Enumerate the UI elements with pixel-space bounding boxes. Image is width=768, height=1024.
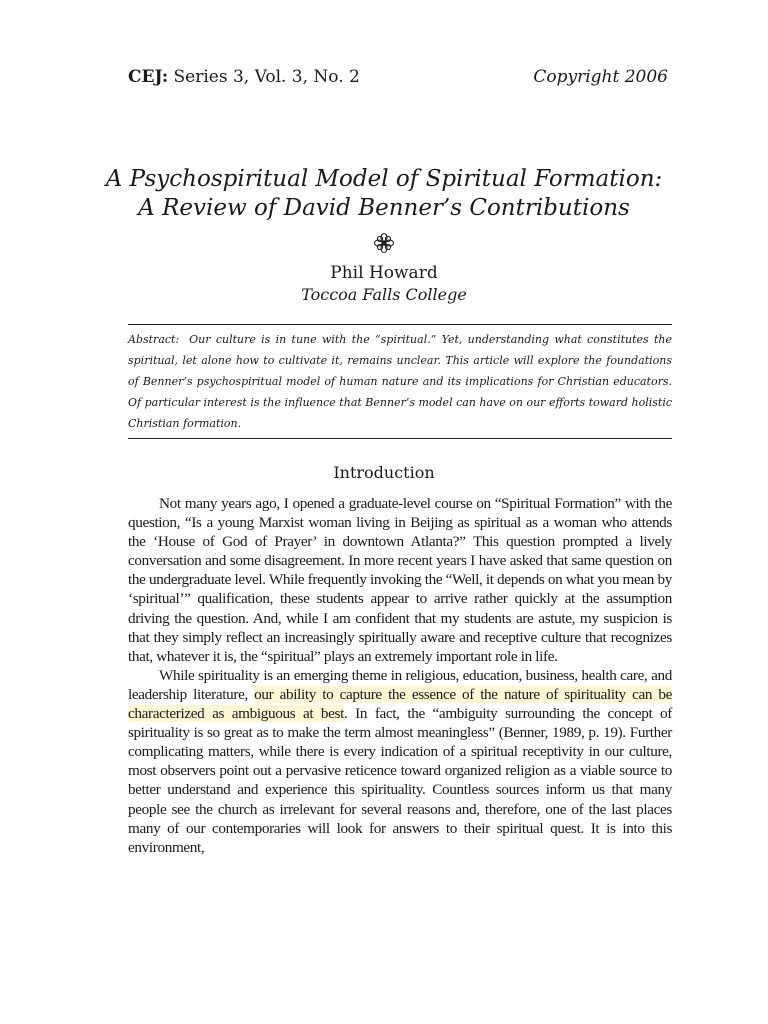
- abstract-label: Abstract:: [128, 333, 180, 346]
- floral-ornament-svg: [373, 232, 395, 254]
- paragraph-2-start: While spirituality is an emerging theme in religious, education, business, health care, and leadership literature,: [128, 666, 672, 703]
- article-title: A Psychospiritual Model of Spiritual Formation: A Review of David Benner’s Contributions: [105, 166, 663, 221]
- author-name: Phil Howard: [330, 263, 438, 283]
- series-volume: Series 3, Vol. 3, No. 2: [173, 67, 360, 87]
- journal-citation: [128, 66, 360, 88]
- floral-ornament-icon: [0, 232, 768, 254]
- abstract-box: [128, 324, 672, 439]
- paragraph-2: [128, 666, 672, 857]
- paragraph-2-end: . In fact, the “ambiguity surrounding the concept of spirituality is so great as to make the term almost meaningless” (Benner, 1989, p. 19). Further complicating matters, while there is every indication of a spiritual receptivity in our culture, most observers point out a pervasive reticence toward organized religion as a viable source to better understand and experience this spirituality. Countless sources inform us that many people see the church as irrelevant for several reasons and, therefore, one of the last places many of our contemporaries will look for answers to their spiritual quest. It is into this environment,: [128, 705, 672, 856]
- section-heading: Introduction: [333, 463, 435, 482]
- running-head: [128, 66, 668, 88]
- body-text: [128, 494, 672, 857]
- copyright: Copyright 2006: [533, 67, 668, 87]
- highlighted-text[interactable]: our ability to capture the essence of the nature of spirituality can be characterized as ambiguous at best: [128, 685, 672, 723]
- paragraph-1: Not many years ago, I opened a graduate-level course on “Spiritual Formation” with the question, “Is a young Marxist woman living in Beijing as spiritual as a woman who attends the ‘House of God of Prayer’ in downtown Atlanta?” This question prompted a lively conversation and some disagreement. In more recent years I have asked that same question on the undergraduate level. While frequently invoking the “Well, it depends on what you mean by ‘spiritual’” qualification, these students appear to arrive rather quickly at the assumption driving the question. And, while I am confident that my students are astute, my suspicion is that they simply reflect an increasingly spiritually aware and receptive culture that recognizes that, whatever it is, the “spiritual” plays an extremely important role in life.: [128, 495, 672, 665]
- abstract-paragraph: [128, 329, 672, 434]
- abstract-text: Our culture is in tune with the “spiritual.” Yet, understanding what constitutes the spiritual, let alone how to cultivate it, remains unclear. This article will explore the foundations of Benner’s psychospiritual model of human nature and its implications for Christian educators. Of particular interest is the influence that Benner’s model can have on our efforts toward holistic Christian formation.: [128, 333, 672, 430]
- author-affiliation: Toccoa Falls College: [301, 285, 467, 304]
- journal-abbrev: CEJ:: [128, 67, 169, 87]
